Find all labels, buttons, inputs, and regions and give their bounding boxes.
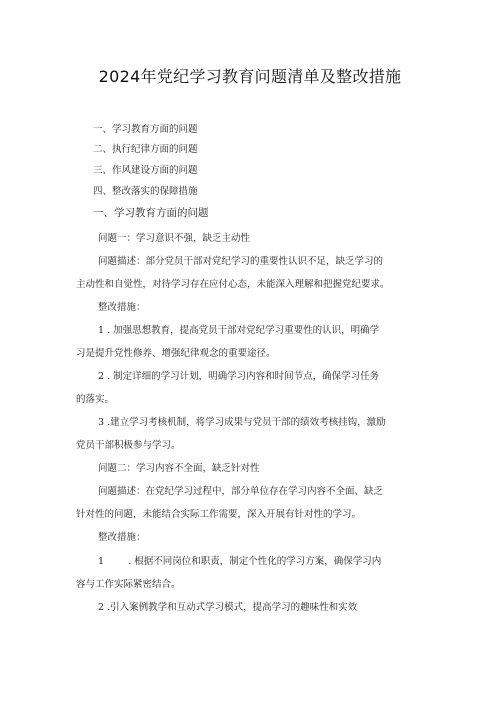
problem-1-measure-3-line-2: 党员干部积极参与学习。 (76, 440, 181, 451)
document-title: 2024年党纪学习教育问题清单及整改措施 (98, 67, 402, 86)
toc-item-2: 二、执行纪律方面的问题 (93, 144, 198, 155)
problem-1-measure-2-line-1: 2 . 制定详细的学习计划，明确学习内容和时间节点，确保学习任务 (98, 371, 380, 382)
problem-1-desc-line-2: 主动性和自觉性，对待学习存在应付心态，未能深入理解和把握党纪要求。 (76, 279, 390, 290)
problem-1-measure-3-line-1: 3 .建立学习考核机制，将学习成果与党员干部的绩效考核挂钩，激励 (98, 417, 386, 428)
problem-2-measures-label: 整改措施： (98, 532, 146, 543)
problem-2-measure-2-line-1: 2 .引入案例教学和互动式学习模式，提高学习的趣味性和实效 (98, 602, 358, 613)
problem-2-measure-1-line-1: 1 . 根据不同岗位和职责，制定个性化的学习方案，确保学习内 (98, 556, 382, 567)
problem-1-measures-label: 整改措施： (98, 302, 146, 313)
toc-item-1: 一、学习教育方面的问题 (93, 124, 198, 135)
toc-item-4: 四、整改落实的保障措施 (93, 186, 198, 197)
problem-2-title: 问题二：学习内容不全面，缺乏针对性 (98, 463, 260, 474)
problem-1-title: 问题一：学习意识不强，缺乏主动性 (98, 233, 251, 244)
problem-1-measure-1-line-1: 1 . 加强思想教育，提高党员干部对党纪学习重要性的认识，明确学 (98, 325, 380, 336)
problem-2-desc-line-1: 问题描述：在党纪学习过程中，部分单位存在学习内容不全面、缺乏 (98, 486, 384, 497)
problem-2-desc-line-2: 针对性的问题，未能结合实际工作需要，深入开展有针对性的学习。 (76, 509, 362, 520)
problem-1-measure-2-line-2: 的落实。 (76, 394, 115, 405)
problem-1-measure-1-line-2: 习是提升党性修养、增强纪律观念的重要途径。 (76, 348, 276, 359)
section-heading-1: 一、学习教育方面的问题 (93, 207, 209, 219)
problem-2-measure-1-line-2: 容与工作实际紧密结合。 (76, 579, 181, 590)
toc-item-3: 三、作风建设方面的问题 (93, 165, 198, 176)
problem-1-desc-line-1: 问题描述：部分党员干部对党纪学习的重要性认识不足，缺乏学习的 (98, 256, 384, 267)
